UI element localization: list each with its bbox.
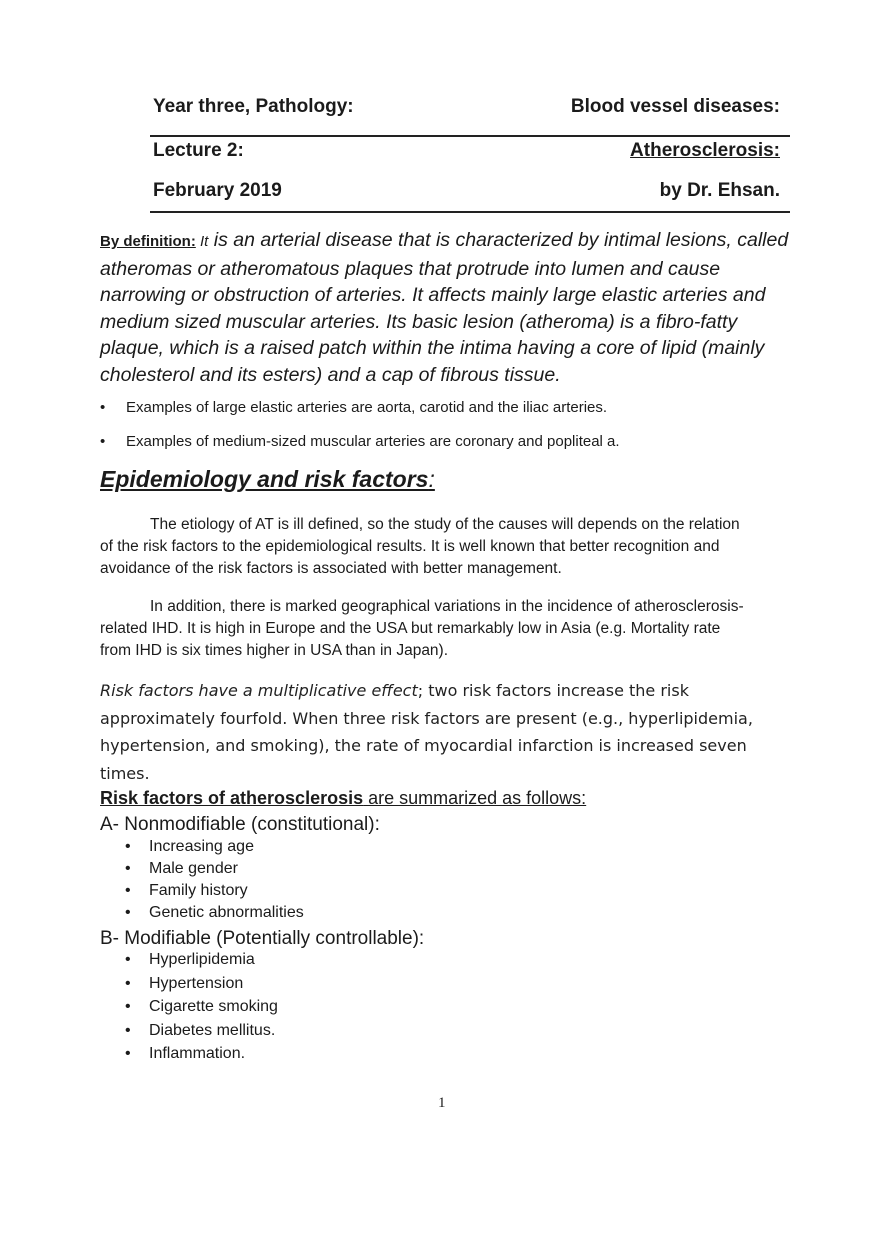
lecture-title: Atherosclerosis: bbox=[630, 140, 780, 161]
multiplicative-paragraph bbox=[100, 677, 770, 787]
section-heading-colon: : bbox=[428, 466, 435, 492]
risk-factors-heading-bold: Risk factors of atherosclerosis bbox=[100, 788, 364, 808]
list-item: • Diabetes mellitus. bbox=[125, 1022, 278, 1046]
lecture-number: Lecture 2: bbox=[153, 140, 244, 161]
definition-lead: It bbox=[195, 233, 209, 250]
list-item: • Examples of large elastic arteries are aorta, carotid and the iliac arteries. bbox=[100, 399, 800, 416]
multiplicative-emphasis: Risk factors have a multiplicative effect bbox=[100, 681, 418, 700]
list-item: • Hypertension bbox=[125, 975, 278, 999]
topic-title: Blood vessel diseases: bbox=[570, 96, 780, 117]
list-item: • Increasing age bbox=[125, 838, 304, 860]
section-heading-text: Epidemiology and risk factors bbox=[100, 466, 429, 492]
header-rule-top bbox=[150, 135, 790, 137]
definition-text: is an arterial disease that is characterized by intimal lesions, called atheromas or atheromatous plaques that protrude into lumen and cause narrowing or obstruction of arteries. It affects mainly large elastic arteries and medium sized muscular arteries. Its basic lesion (atheroma) is a fibro-fatty plaque, which is a raised patch within the intima having a core of lipid (mainly cholesterol and its esters) and a cap of fibrous tissue. bbox=[100, 229, 789, 386]
list-item: • Cigarette smoking bbox=[125, 998, 278, 1022]
geography-text: In addition, there is marked geographical variations in the incidence of atherosclerosis-related IHD. It is high in Europe and the USA but remarkably low in Asia (e.g. Mortality rate from IHD is six times higher in USA than in Japan). bbox=[100, 598, 744, 659]
multiplicative-text: ; two risk factors increase the risk approximately fourfold. When three risk factors are present (e.g., hyperlipidemia, hypertension, and smoking), the rate of myocardial infarction is increased seven times. bbox=[100, 681, 753, 783]
example-list-2 bbox=[100, 433, 800, 450]
list-item: • Male gender bbox=[125, 860, 304, 882]
list-item: • Inflammation. bbox=[125, 1045, 278, 1069]
etiology-text: The etiology of AT is ill defined, so the study of the causes will depends on the relation of the risk factors to the epidemiological results. It is well known that better recognition and avoidance of the risk factors is associated with better management. bbox=[100, 516, 740, 577]
definition-paragraph bbox=[100, 227, 790, 388]
definition-label: By definition: bbox=[100, 233, 196, 250]
section-heading-epidemiology bbox=[100, 466, 435, 493]
list-item: • Hyperlipidemia bbox=[125, 951, 278, 975]
example-list-1 bbox=[100, 399, 800, 416]
risk-factors-heading-rest: are summarized as follows: bbox=[363, 788, 587, 808]
lecture-author: by Dr. Ehsan. bbox=[659, 180, 780, 201]
header-rule-bottom bbox=[150, 211, 790, 213]
risk-factors-heading bbox=[100, 788, 586, 809]
list-item: • Genetic abnormalities bbox=[125, 904, 304, 926]
course-title: Year three, Pathology: bbox=[153, 96, 354, 117]
lecture-date: February 2019 bbox=[153, 180, 282, 201]
list-item: • Examples of medium-sized muscular arteries are coronary and popliteal a. bbox=[100, 433, 800, 450]
list-item: • Family history bbox=[125, 882, 304, 904]
nonmodifiable-list bbox=[125, 838, 304, 926]
nonmodifiable-title: A- Nonmodifiable (constitutional): bbox=[100, 814, 380, 835]
modifiable-title: B- Modifiable (Potentially controllable): bbox=[100, 928, 425, 949]
modifiable-list bbox=[125, 951, 278, 1069]
etiology-paragraph bbox=[100, 514, 750, 580]
page-number: 1 bbox=[438, 1095, 446, 1111]
geography-paragraph bbox=[100, 596, 750, 662]
